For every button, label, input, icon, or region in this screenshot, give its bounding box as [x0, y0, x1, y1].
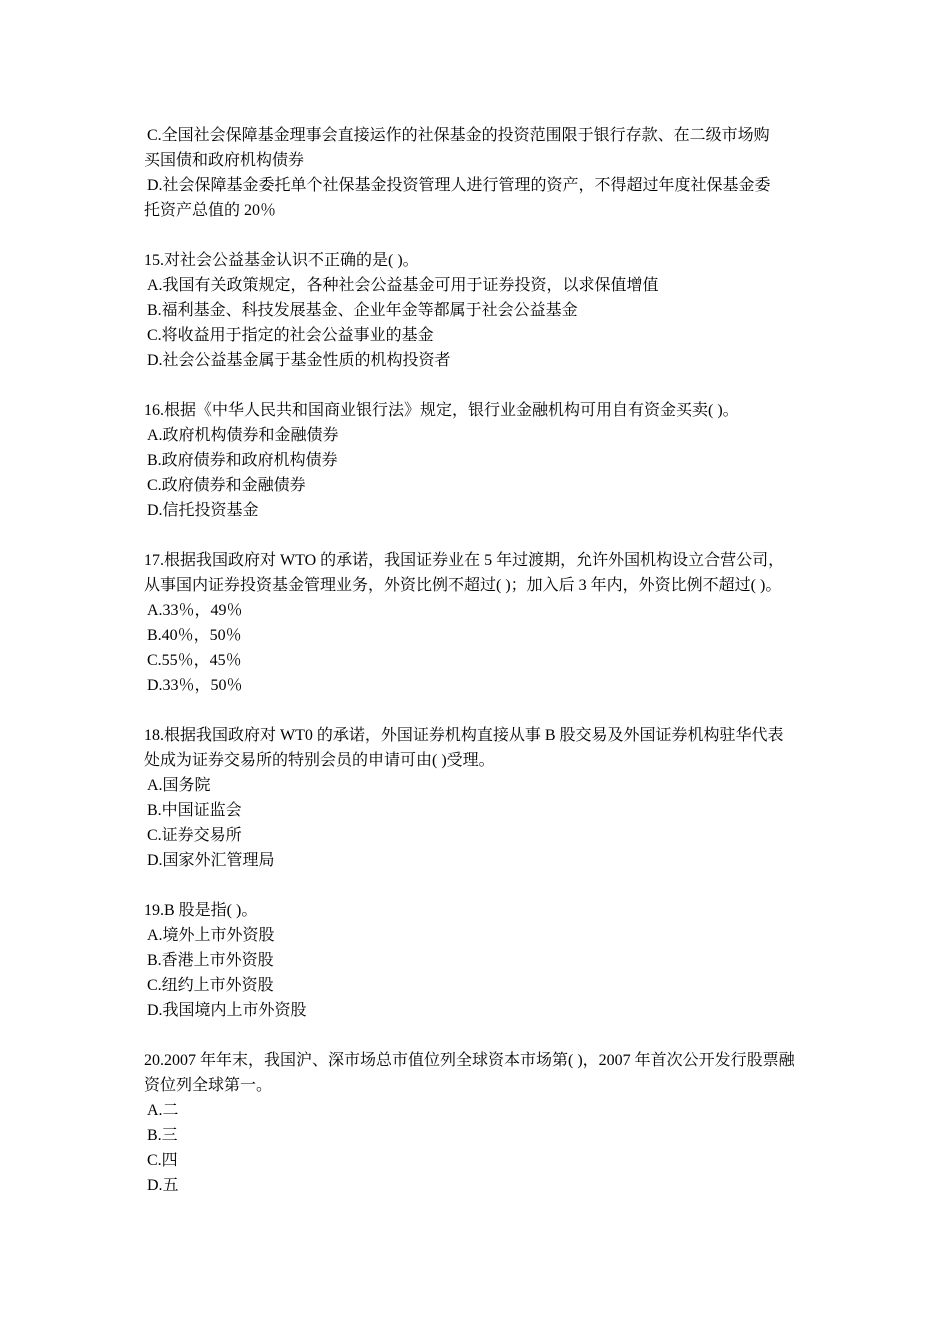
- option-d: D.我国境内上市外资股: [147, 1002, 307, 1019]
- option-a: A.33％，49％: [147, 602, 243, 619]
- question-15: [144, 248, 814, 373]
- option-b: B.中国证监会: [147, 802, 242, 819]
- question-stem: 20.2007 年年末，我国沪、深市场总市值位列全球资本市场第( )，2007 年首次公开发行股票融: [144, 1052, 795, 1069]
- question-stem: 17.根据我国政府对 WTO 的承诺，我国证券业在 5 年过渡期，允许外国机构设立合营公司，: [144, 552, 785, 569]
- option-b: B.香港上市外资股: [147, 952, 274, 969]
- option-c: C.55％，45％: [147, 652, 242, 669]
- option-a: A.二: [147, 1102, 179, 1119]
- option-d: D.33％，50％: [147, 677, 243, 694]
- option-d: D.五: [147, 1177, 179, 1194]
- question-20: [144, 1048, 814, 1198]
- question-18: [144, 723, 814, 873]
- option-c: C.纽约上市外资股: [147, 977, 274, 994]
- paragraph-gap: [144, 523, 814, 548]
- option-d: D.国家外汇管理局: [147, 852, 275, 869]
- question-stem: 16.根据《中华人民共和国商业银行法》规定，银行业金融机构可用自有资金买卖( )。: [144, 402, 739, 419]
- option-line: 买国债和政府机构债券: [144, 152, 305, 169]
- option-b: B.福利基金、科技发展基金、企业年金等都属于社会公益基金: [147, 302, 578, 319]
- option-a: A.境外上市外资股: [147, 927, 275, 944]
- option-c: C.政府债券和金融债券: [147, 477, 306, 494]
- question-stem: 资位列全球第一。: [144, 1077, 273, 1094]
- option-line: 托资产总值的 20％: [144, 202, 277, 219]
- option-d: D.社会公益基金属于基金性质的机构投资者: [147, 352, 451, 369]
- option-a: A.国务院: [147, 777, 211, 794]
- question-stem: 18.根据我国政府对 WT0 的承诺，外国证券机构直接从事 B 股交易及外国证券机构驻华代表: [144, 727, 784, 744]
- option-c: C.四: [147, 1152, 178, 1169]
- paragraph-gap: [144, 373, 814, 398]
- option-a: A.我国有关政策规定，各种社会公益基金可用于证券投资，以求保值增值: [147, 277, 659, 294]
- prev-question-options: [144, 123, 814, 223]
- question-stem: 从事国内证券投资基金管理业务，外资比例不超过( )；加入后 3 年内，外资比例不超过( )。: [144, 577, 782, 594]
- option-c: C.将收益用于指定的社会公益事业的基金: [147, 327, 434, 344]
- question-19: [144, 898, 814, 1023]
- option-b: B.三: [147, 1127, 178, 1144]
- question-stem: 处成为证券交易所的特别会员的申请可由( )受理。: [144, 752, 495, 769]
- option-b: B.40％，50％: [147, 627, 242, 644]
- question-stem: 19.B 股是指( )。: [144, 902, 258, 919]
- option-c: C.证券交易所: [147, 827, 242, 844]
- document-page: [144, 123, 814, 1198]
- paragraph-gap: [144, 873, 814, 898]
- question-16: [144, 398, 814, 523]
- option-line: D.社会保障基金委托单个社保基金投资管理人进行管理的资产，不得超过年度社保基金委: [147, 177, 771, 194]
- question-stem: 15.对社会公益基金认识不正确的是( )。: [144, 252, 419, 269]
- option-a: A.政府机构债券和金融债券: [147, 427, 339, 444]
- paragraph-gap: [144, 1023, 814, 1048]
- option-b: B.政府债券和政府机构债券: [147, 452, 338, 469]
- paragraph-gap: [144, 223, 814, 248]
- option-d: D.信托投资基金: [147, 502, 259, 519]
- option-line: C.全国社会保障基金理事会直接运作的社保基金的投资范围限于银行存款、在二级市场购: [147, 127, 770, 144]
- paragraph-gap: [144, 698, 814, 723]
- question-17: [144, 548, 814, 698]
